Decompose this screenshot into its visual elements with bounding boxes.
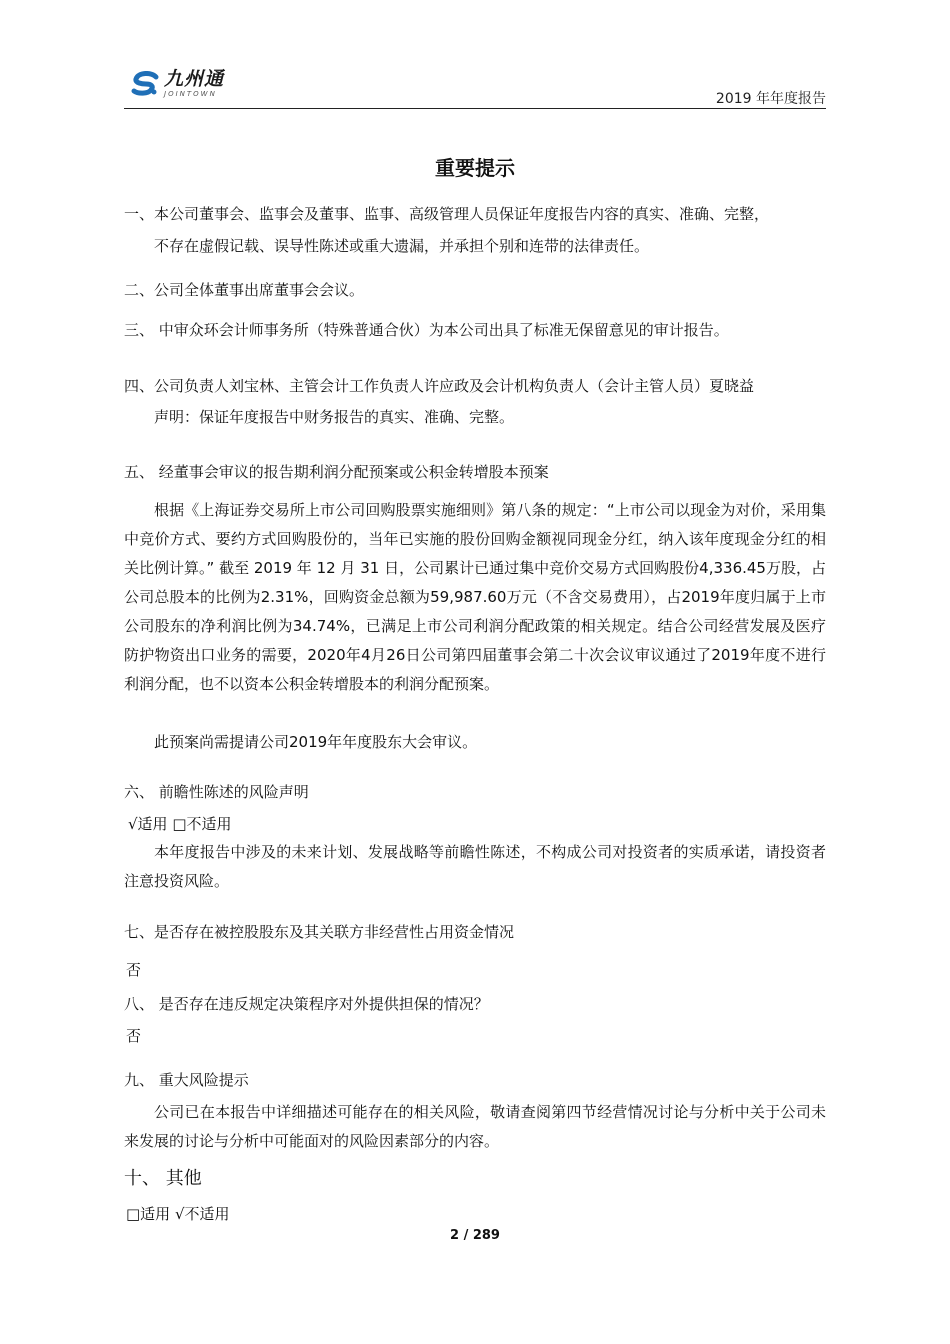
item-seven-heading: 七、是否存在被控股股东及其关联方非经营性占用资金情况 <box>124 923 515 941</box>
report-title: 2019 年年度报告 <box>715 91 826 107</box>
item-six-heading: 六、 前瞻性陈述的风险声明 <box>124 783 309 801</box>
item-two: 二、公司全体董事出席董事会会议。 <box>124 281 365 299</box>
item-one-line1: 一、本公司董事会、监事会及董事、监事、高级管理人员保证年度报告内容的真实、准确、完整， <box>124 205 770 223</box>
item-eight-answer: 否 <box>126 1027 142 1045</box>
item-ten-heading: 十、 其他 <box>124 1168 202 1189</box>
item-nine-heading: 九、 重大风险提示 <box>124 1071 249 1089</box>
header-divider <box>124 108 826 109</box>
logo-chinese-name: 九州通 <box>164 68 225 90</box>
jointown-logo-icon <box>130 71 160 97</box>
item-four-line1: 四、公司负责人刘宝林、主管会计工作负责人许应政及会计机构负责人（会计主管人员）夏晓益 <box>124 377 755 395</box>
page-title: 重要提示 <box>435 156 515 180</box>
item-three: 三、 中审众环会计师事务所（特殊普通合伙）为本公司出具了标准无保留意见的审计报告。 <box>124 321 729 339</box>
item-one-line2: 不存在虚假记载、误导性陈述或重大遗漏，并承担个别和连带的法律责任。 <box>154 237 650 255</box>
item-five-heading: 五、 经董事会审议的报告期利润分配预案或公积金转增股本预案 <box>124 463 549 481</box>
item-nine-paragraph: 公司已在本报告中详细描述可能存在的相关风险，敬请查阅第四节经营情况讨论与分析中关于公司未来发展的讨论与分析中可能面对的风险因素部分的内容。 <box>124 1103 826 1150</box>
item-six-options: √适用 □不适用 <box>128 815 232 833</box>
item-seven-answer: 否 <box>126 961 142 979</box>
company-logo <box>130 70 224 98</box>
item-eight-heading: 八、 是否存在违反规定决策程序对外提供担保的情况？ <box>124 995 489 1013</box>
item-six-paragraph: 本年度报告中涉及的未来计划、发展战略等前瞻性陈述，不构成公司对投资者的实质承诺，请投资者注意投资风险。 <box>124 843 826 890</box>
page-number: 2 / 289 <box>450 1228 500 1243</box>
item-ten-options: □适用 √不适用 <box>126 1205 230 1223</box>
item-five-paragraph: 根据《上海证券交易所上市公司回购股票实施细则》第八条的规定：“上市公司以现金为对价，采用集中竞价方式、要约方式回购股份的，当年已实施的股份回购金额视同现金分红，纳入该年度现金分红的相关比例计算。” 截至 2019 年 12 月 31 日，公司累计已通过集中竞价交易方式回购股份4,336.45万股，占公司总股本的比例为2.31%，回购资金总额为59,987.60万元（不含交易费用），占2019年度归属于上市公司股东的净利润比例为34.74%，已满足上市公司利润分配政策的相关规定。结合公司经营发展及医疗防护物资出口业务的需要，2020年4月26日公司第四届董事会第二十次会议审议通过了2019年度不进行利润分配，也不以资本公积金转增股本的利润分配预案。 <box>124 501 826 693</box>
item-five-paragraph2: 此预案尚需提请公司2019年年度股东大会审议。 <box>154 733 478 751</box>
item-four-line2: 声明：保证年度报告中财务报告的真实、准确、完整。 <box>154 408 515 426</box>
logo-english-name: JOINTOWN <box>164 90 217 98</box>
